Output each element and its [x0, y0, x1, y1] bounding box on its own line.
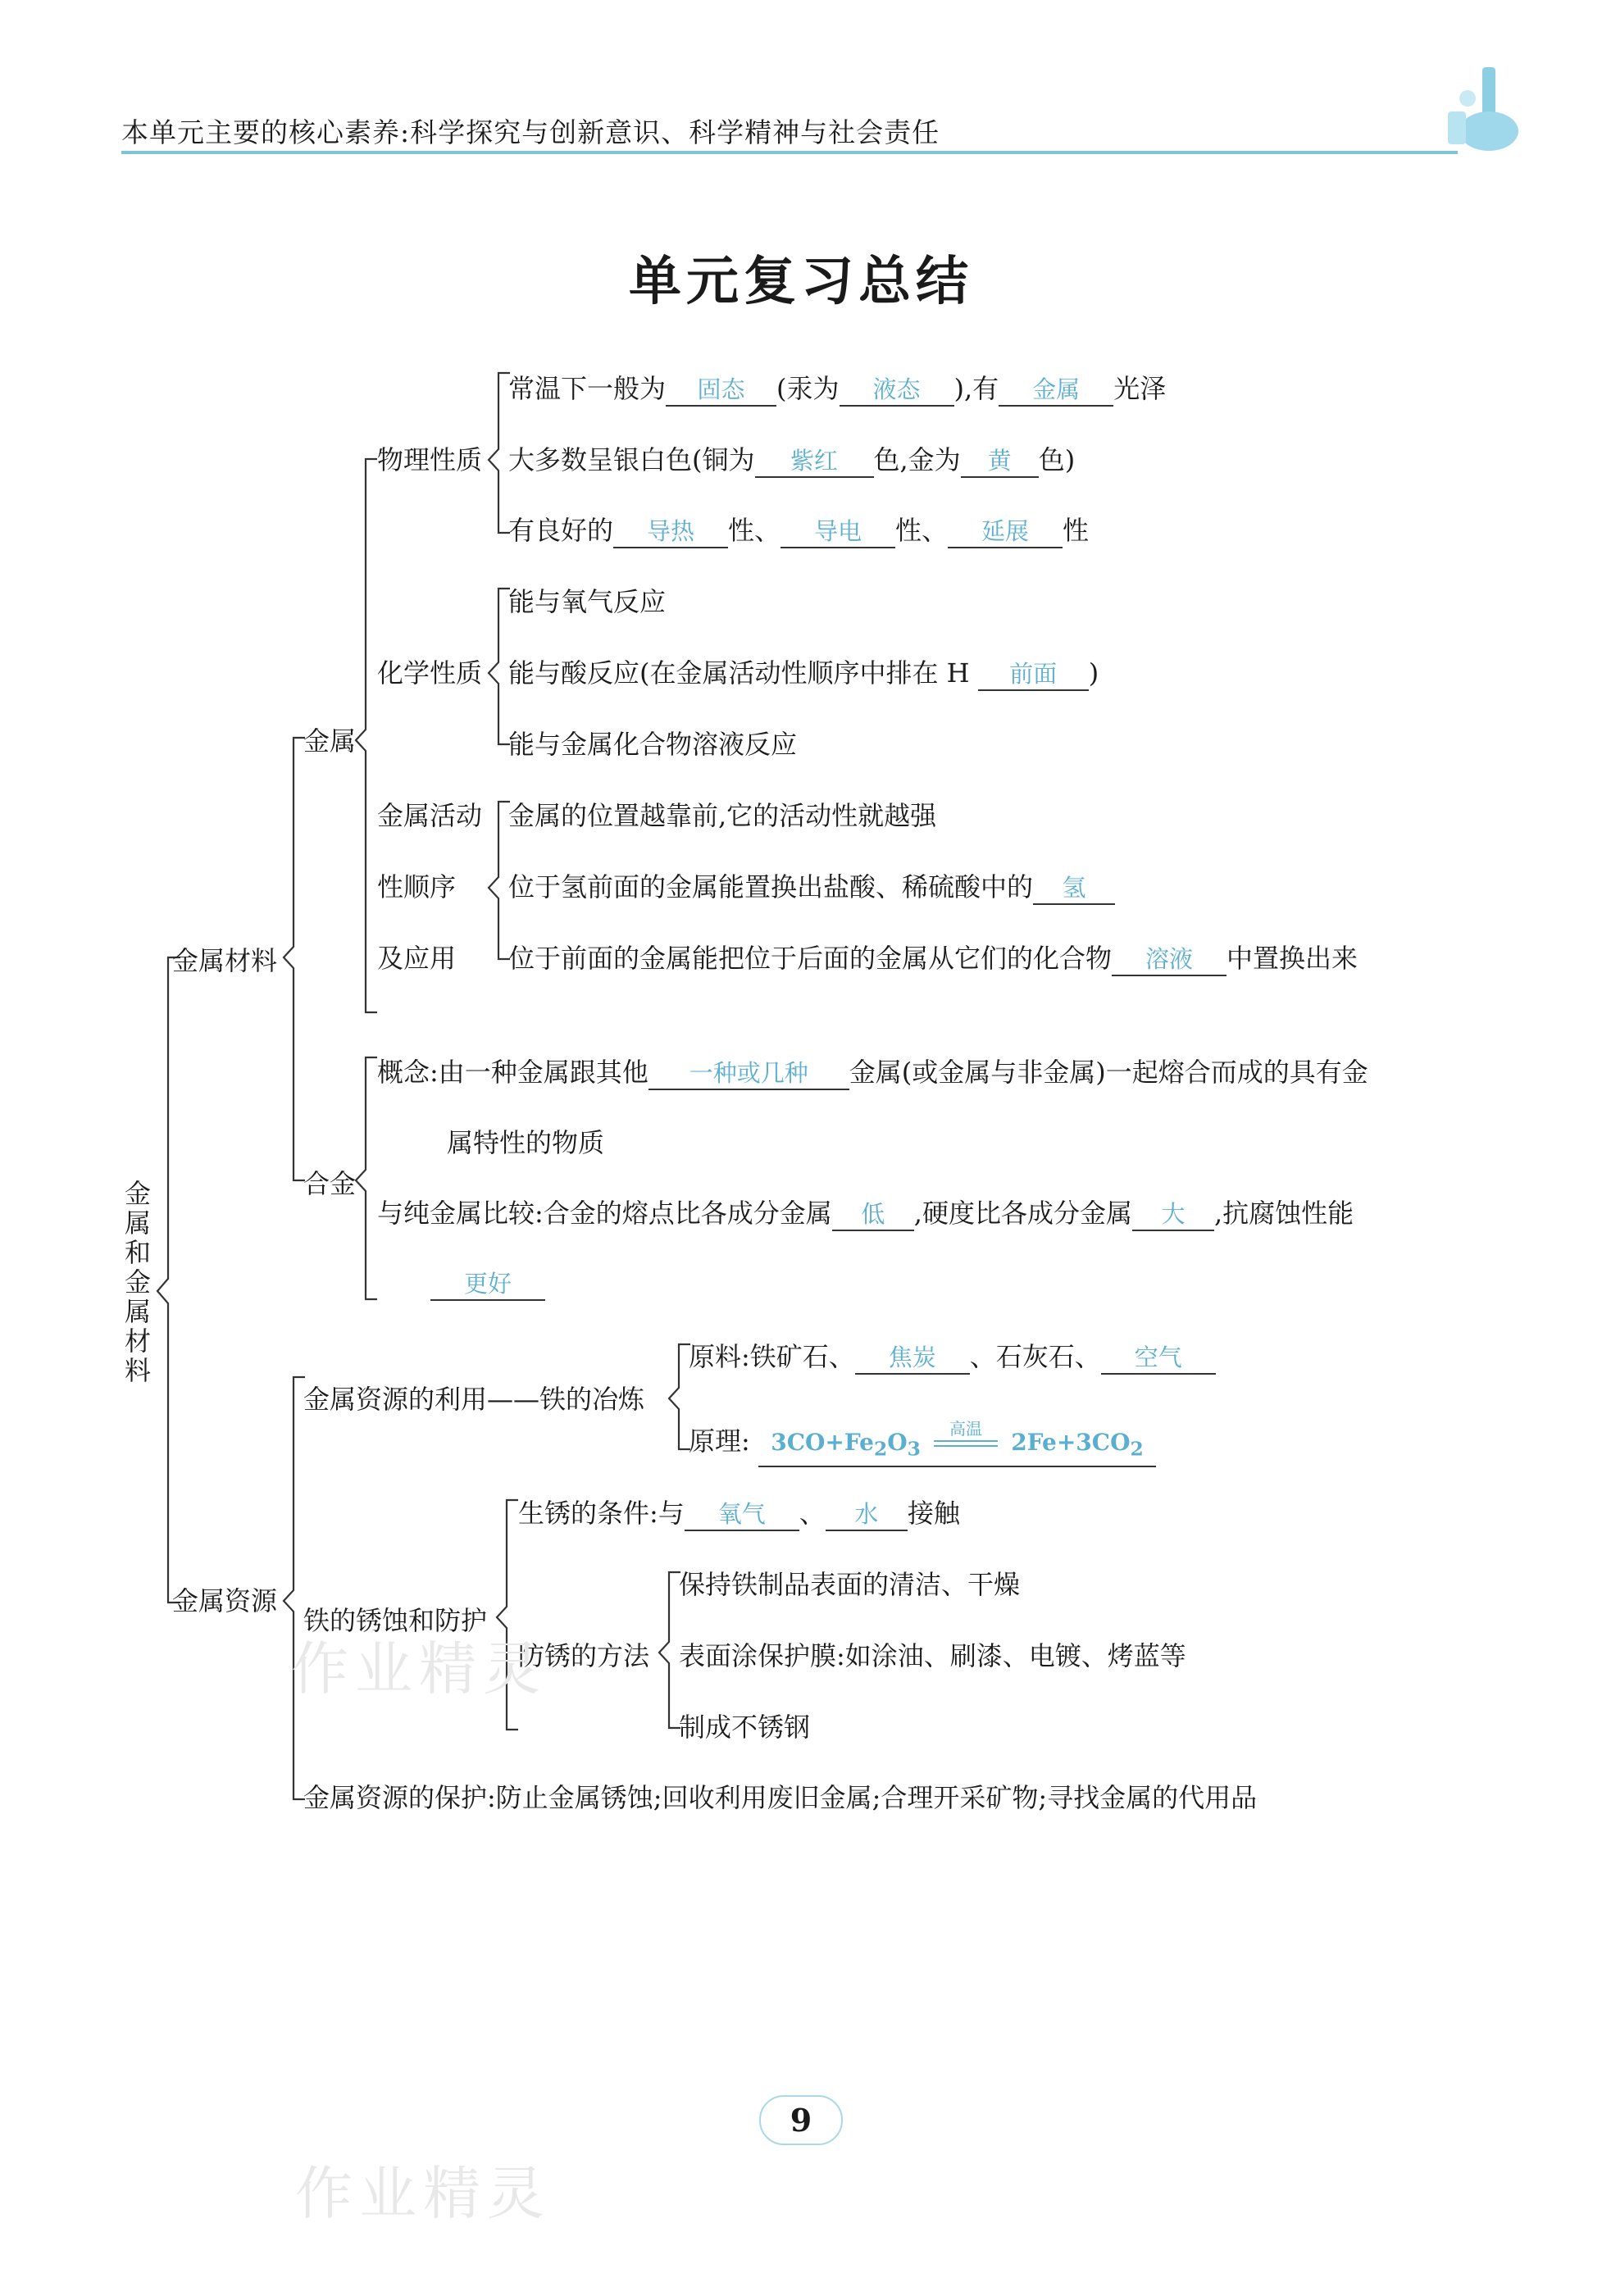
alloy-compare-line-1: 与纯金属比较:合金的熔点比各成分金属 低 ,硬度比各成分金属 大 ,抗腐蚀性能	[377, 1197, 1354, 1231]
alloy-concept-line-1: 概念:由一种金属跟其他 一种或几种 金属(或金属与非金属)一起熔合而成的具有金	[377, 1056, 1368, 1090]
activity-line-1: 金属的位置越靠前,它的活动性就越强	[508, 800, 937, 831]
physical-properties-label: 物理性质	[377, 444, 483, 475]
page-header: 本单元主要的核心素养:科学探究与创新意识、科学精神与社会责任	[121, 116, 940, 148]
smelting-materials: 原料:铁矿石、 焦炭 、石灰石、 空气	[689, 1340, 1216, 1375]
answer-blank: 氧气	[685, 1498, 799, 1531]
answer-blank: 固态	[666, 374, 776, 407]
activity-line-3: 位于前面的金属能把位于后面的金属从它们的化合物 溶液 中置换出来	[508, 942, 1358, 976]
activity-label-1: 金属活动	[377, 800, 483, 831]
answer-blank: 更好	[430, 1268, 545, 1301]
activity-line-2: 位于氢前面的金属能置换出盐酸、稀硫酸中的 氢	[508, 871, 1115, 905]
chemical-line-2: 能与酸反应(在金属活动性顺序中排在 H 前面 )	[508, 657, 1099, 691]
chemical-line-1: 能与氧气反应	[508, 586, 667, 617]
answer-blank: 溶液	[1112, 943, 1227, 976]
answer-blank: 焦炭	[855, 1342, 970, 1375]
metal-materials-label: 金属材料	[172, 945, 278, 976]
answer-blank: 液态	[840, 374, 954, 407]
answer-blank: 导热	[613, 516, 728, 548]
answer-blank: 大	[1132, 1198, 1214, 1231]
answer-blank: 延展	[948, 516, 1063, 548]
equation-blank: $3CO+Fe_2O_3$ 高温 $2Fe+3CO_2$	[758, 1425, 1156, 1467]
root-label: 金属和金属材料	[124, 1178, 151, 1386]
rust-condition: 生锈的条件:与 氧气 、 水 接触	[518, 1497, 960, 1531]
activity-label-2: 性顺序	[377, 871, 457, 902]
smelting-label: 金属资源的利用——铁的冶炼	[303, 1384, 645, 1415]
chemical-line-3: 能与金属化合物溶液反应	[508, 729, 798, 760]
physical-line-3: 有良好的 导热 性、 导电 性、 延展 性	[508, 514, 1089, 548]
metal-resources-label: 金属资源	[172, 1585, 278, 1616]
answer-blank: 黄	[961, 445, 1039, 478]
smelting-principle: 原理: $3CO+Fe_2O_3$ 高温 $2Fe+3CO_2$	[689, 1425, 1156, 1467]
rust-label: 铁的锈蚀和防护	[303, 1605, 488, 1636]
physical-line-2: 大多数呈银白色(铜为 紫红 色,金为 黄 色)	[508, 443, 1075, 478]
answer-blank: 紫红	[755, 445, 874, 478]
physical-line-1: 常温下一般为 固态 (汞为 液态 ),有 金属 光泽	[508, 372, 1166, 407]
chemical-properties-label: 化学性质	[377, 657, 483, 689]
activity-label-3: 及应用	[377, 943, 457, 974]
page-title: 单元复习总结	[629, 251, 973, 312]
page-number: 9	[0, 2095, 1602, 2145]
alloy-concept-line-2: 属特性的物质	[447, 1127, 605, 1158]
watermark: 作业精灵	[291, 1635, 547, 1703]
answer-blank: 低	[832, 1198, 914, 1231]
prevention-item: 制成不锈钢	[679, 1712, 811, 1743]
answer-blank: 水	[826, 1498, 908, 1531]
alloy-compare-line-2	[430, 1266, 545, 1301]
metal-label: 金属	[303, 725, 357, 757]
prevention-item: 表面涂保护膜:如涂油、刷漆、电镀、烤蓝等	[679, 1640, 1186, 1671]
answer-blank: 导电	[781, 516, 895, 548]
prevention-label: 防锈的方法	[518, 1640, 650, 1671]
answer-blank: 金属	[999, 374, 1113, 407]
answer-blank: 一种或几种	[649, 1057, 849, 1090]
answer-blank: 氢	[1033, 872, 1115, 905]
answer-blank: 空气	[1101, 1342, 1216, 1375]
reaction-arrow: 高温	[929, 1440, 1003, 1447]
resource-protection: 金属资源的保护:防止金属锈蚀;回收利用废旧金属;合理开采矿物;寻找金属的代用品	[303, 1782, 1258, 1813]
prevention-item: 保持铁制品表面的清洁、干燥	[679, 1569, 1021, 1600]
answer-blank: 前面	[978, 658, 1089, 691]
watermark: 作业精灵	[295, 2160, 551, 2227]
alloy-label: 合金	[303, 1168, 357, 1199]
